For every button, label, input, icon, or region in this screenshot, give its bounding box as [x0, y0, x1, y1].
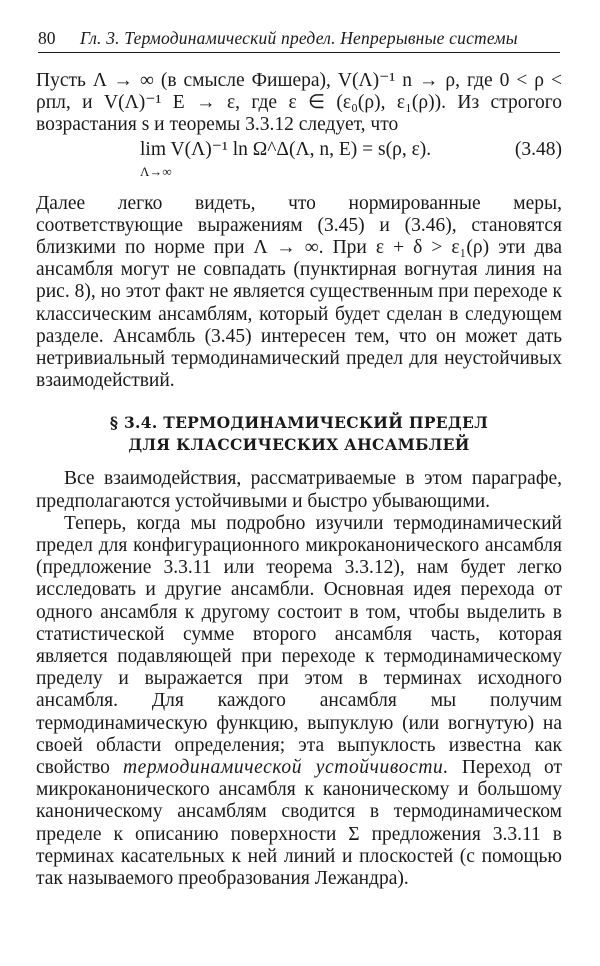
paragraph-main — [36, 513, 562, 890]
formula-limit-subscript: Λ→∞ — [140, 163, 172, 179]
paragraph-main-text-2: Переход от микроканонического ансамбля к каноническому и большому каноническому ансамблям сводится в термодинамическом пределе к описанию поверхности Σ предложения 3.3.11 в терминах касательных к ней линий и плоскостей (с помощью так называемого преобразования Лежандра). — [36, 757, 562, 890]
page-header — [38, 28, 560, 53]
paragraph-main-text-1: Теперь, когда мы подробно изучили термодинамический предел для конфигурационного микроканонического ансамбля (предложение 3.3.11 или теорема 3.3.12), нам будет легко исследовать и другие ансамбли. Основная идея перехода от одного ансамбля к другому состоит в том, чтобы выделить в статистической сумме второго ансамбля часть, которая является подавляющей при переходе к термодинамическому пределу и выражается при этом в терминах исходного ансамбля. Для каждого ансамбля мы получим термодинамическую функцию, выпуклую (или вогнутую) на своей области определения; эта выпуклость известна как свойство — [36, 512, 562, 779]
section-title-line-1: § 3.4. ТЕРМОДИНАМИЧЕСКИЙ ПРЕДЕЛ — [109, 413, 489, 433]
running-title: Гл. 3. Термодинамический предел. Непрерывные системы — [80, 28, 518, 48]
page-body — [36, 70, 562, 890]
page-number: 80 — [38, 28, 56, 48]
paragraph-ensembles: Далее легко видеть, что нормированные меры, соответствующие выражениям (3.45) и (3.46), становятся близкими по норме при Λ → ∞. При ε + δ > ε₁(ρ) эти два ансамбля могут не совпадать (пунктирная вогнутая линия на рис. 8), но этот факт не является существенным при переходе к классическим ансамблям, который будет сделан в следующем разделе. Ансамбль (3.45) интересен тем, что он может дать нетривиальный термодинамический предел для неустойчивых взаимодействий. — [36, 192, 562, 392]
emphasized-term: термодинамической устойчивости. — [122, 757, 449, 779]
section-heading — [36, 412, 562, 456]
formula-3-48 — [36, 137, 562, 193]
intro-paragraph: Пусть Λ → ∞ (в смысле Фишера), V(Λ)⁻¹ n → ρ, где 0 < ρ < ρпл, и V(Λ)⁻¹ E → ε, где ε ∈ (ε₀(ρ), ε₁(ρ)). Из строгого возрастания s и теоремы 3.3.12 следует, что — [36, 70, 562, 136]
equation-number: (3.48) — [514, 138, 562, 160]
section-title-line-2: ДЛЯ КЛАССИЧЕСКИХ АНСАМБЛЕЙ — [128, 435, 470, 455]
formula-expression: lim V(Λ)⁻¹ ln Ω^Δ(Λ, n, E) = s(ρ, ε). — [140, 138, 432, 160]
paragraph-assumptions: Все взаимодействия, рассматриваемые в этом параграфе, предполагаются устойчивыми и быстро убывающими. — [36, 468, 562, 512]
